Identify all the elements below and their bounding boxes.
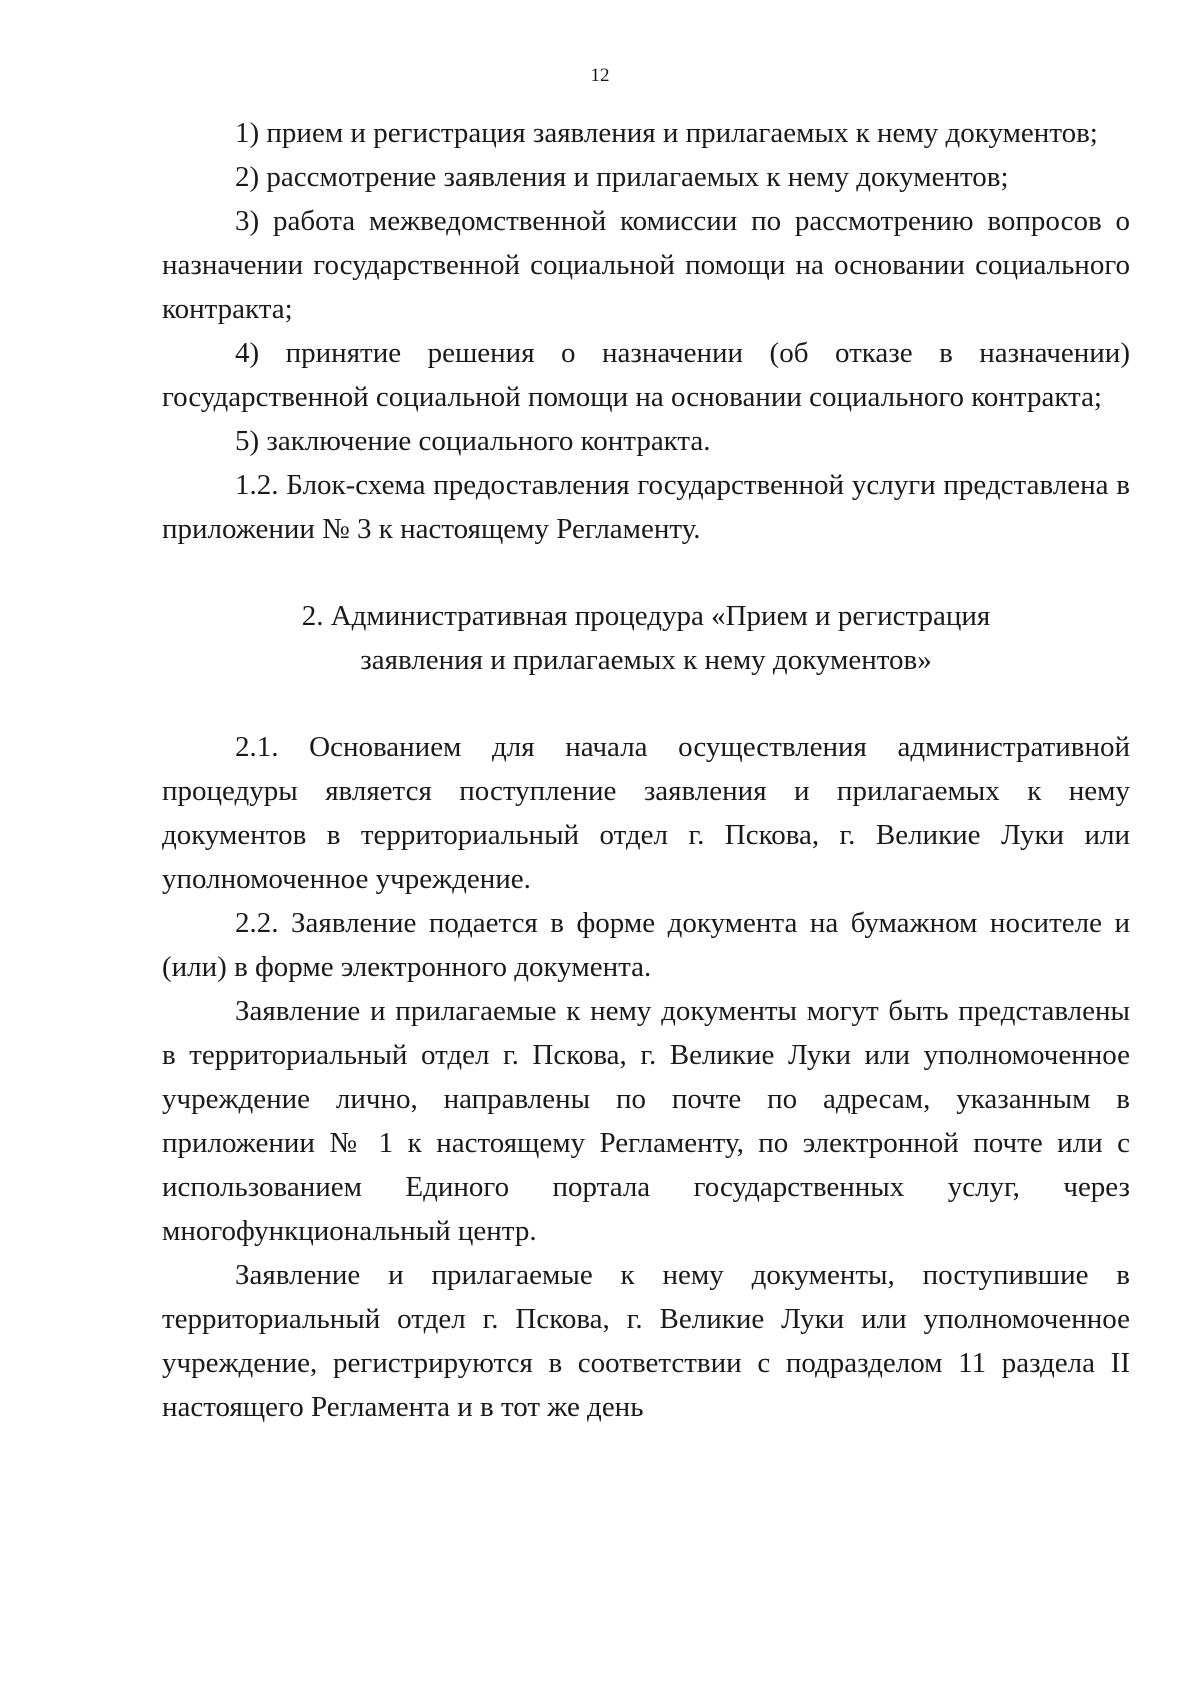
paragraph: Заявление и прилагаемые к нему документы могут быть представлены в территориальный отдел г. Пскова, г. Великие Луки или уполномоченное учреждение лично, направлены по почте по адресам, указанным в приложении № 1 к настоящему Регламенту, по электронной почте или с использованием Единого портала государственных услуг, через многофункциональный центр. bbox=[162, 995, 1130, 1247]
paragraph: 2.1. Основанием для начала осуществления административной процедуры является поступление заявления и прилагаемых к нему документов в территориальный отдел г. Пскова, г. Великие Луки или уполномоченное учреждение. bbox=[162, 731, 1130, 895]
list-item: 3) работа межведомственной комиссии по рассмотрению вопросов о назначении государственной социальной помощи на основании социального контракта; bbox=[162, 205, 1130, 325]
list-item: 2) рассмотрение заявления и прилагаемых к нему документов; bbox=[235, 161, 1009, 193]
section-heading-line-2: заявления и прилагаемых к нему документов» bbox=[360, 644, 932, 676]
list-item: 1) прием и регистрация заявления и прилагаемых к нему документов; bbox=[235, 117, 1098, 149]
paragraph-1-2: 1.2. Блок-схема предоставления государственной услуги представлена в приложении № 3 к настоящему Регламенту. bbox=[162, 469, 1130, 545]
list-item: 5) заключение социального контракта. bbox=[235, 425, 711, 457]
page-number: 12 bbox=[590, 65, 610, 86]
list-item: 4) принятие решения о назначении (об отказе в назначении) государственной социальной помощи на основании социального контракта; bbox=[162, 337, 1130, 413]
paragraph: Заявление и прилагаемые к нему документы, поступившие в территориальный отдел г. Пскова, г. Великие Луки или уполномоченное учреждение, регистрируются в соответствии с подразделом 11 раздела II настоящего Регламента и в тот же день bbox=[162, 1259, 1130, 1423]
document-body bbox=[162, 111, 1130, 1429]
section-heading bbox=[162, 594, 1130, 682]
section-heading-line-1: 2. Административная процедура «Прием и регистрация bbox=[301, 600, 991, 632]
paragraph: 2.2. Заявление подается в форме документа на бумажном носителе и (или) в форме электронного документа. bbox=[162, 907, 1130, 983]
